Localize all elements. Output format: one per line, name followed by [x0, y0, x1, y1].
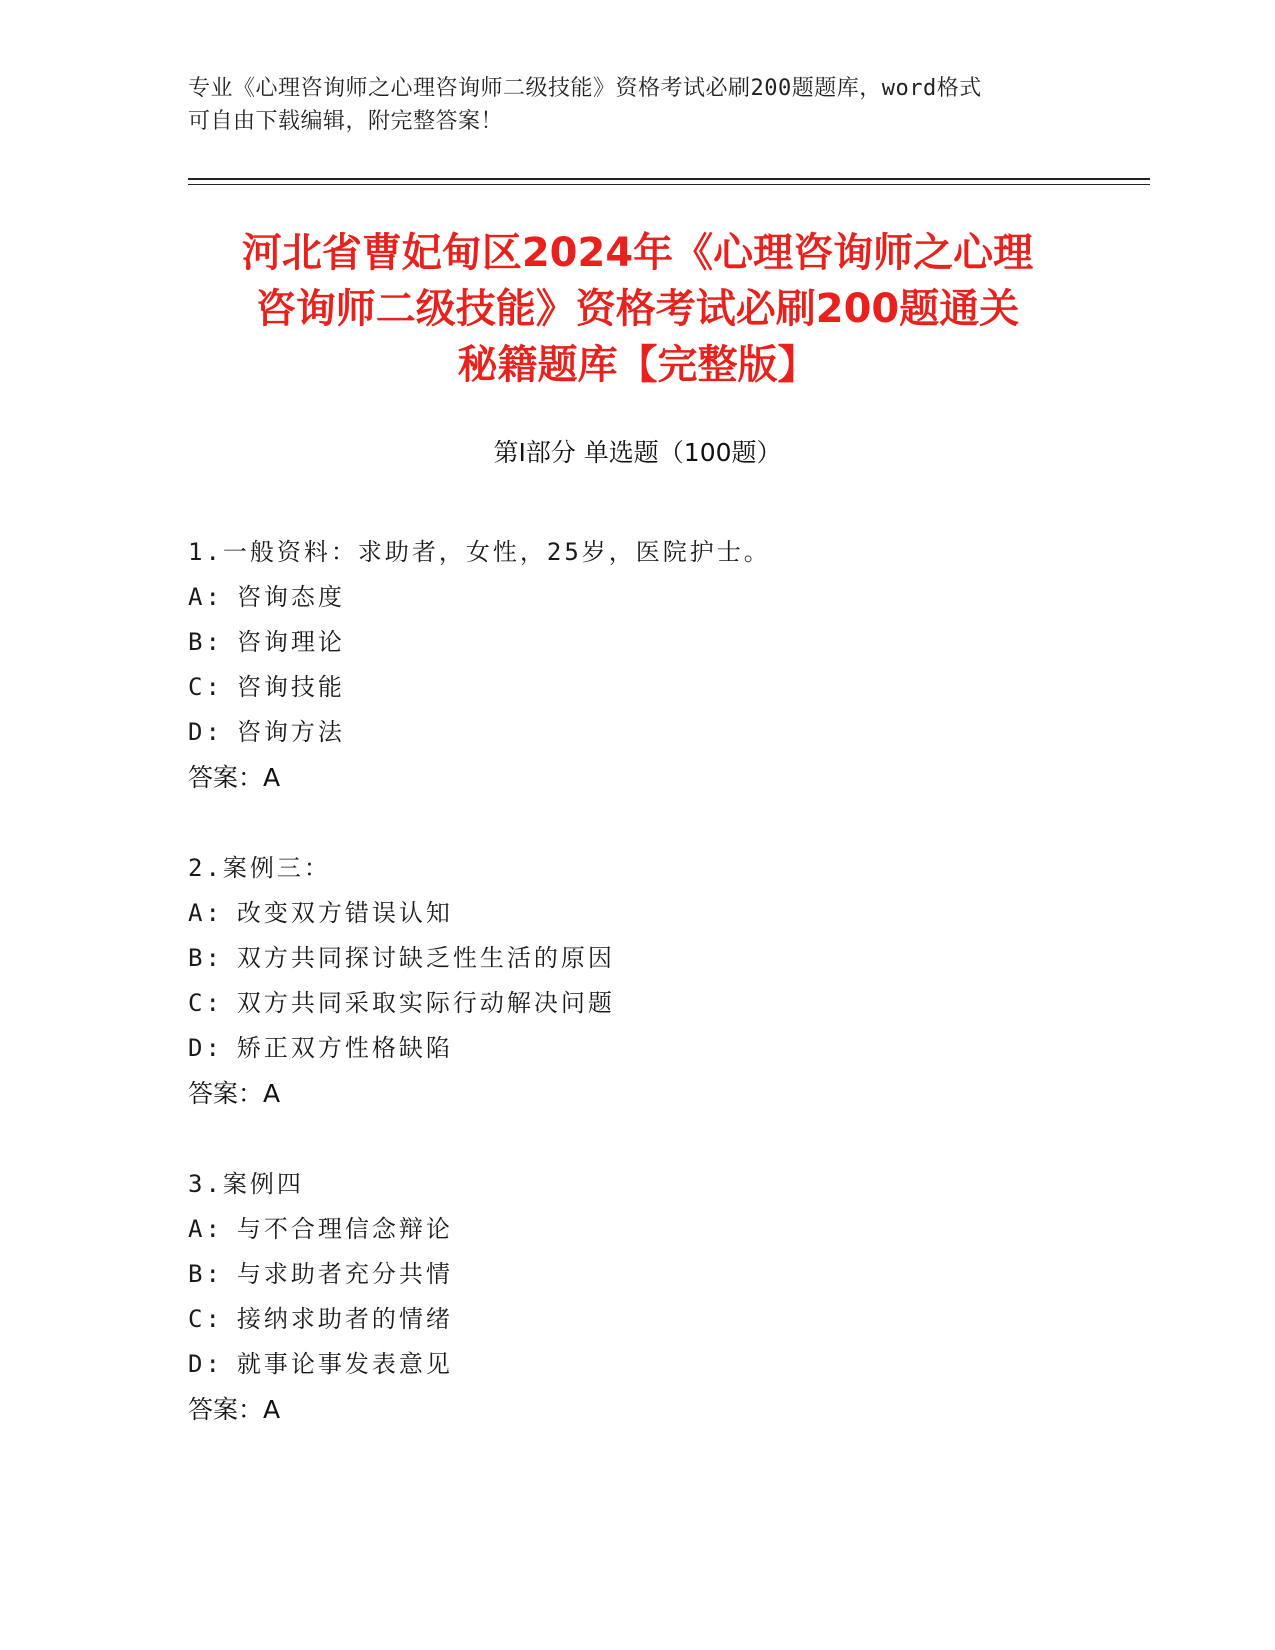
- answer-value: A: [263, 1395, 281, 1424]
- question-list: [188, 530, 1148, 1478]
- answer-value: A: [263, 763, 281, 792]
- option-text: 咨询方法: [236, 718, 345, 746]
- title-line-2: 咨询师二级技能》资格考试必刷200题通关: [255, 286, 1020, 332]
- header-rule-thick: [188, 178, 1150, 180]
- document-title: [150, 225, 1125, 393]
- option-c: [188, 665, 1148, 710]
- answer-label: 答案：: [188, 763, 264, 792]
- title-line-3: 秘籍题库【完整版】: [457, 342, 818, 388]
- answer-label: 答案：: [188, 1395, 264, 1424]
- option-text: 双方共同探讨缺乏性生活的原因: [236, 944, 615, 972]
- option-d: [188, 710, 1148, 755]
- answer-value: A: [263, 1079, 281, 1108]
- header-note: [188, 72, 1088, 138]
- header-note-line-2: 可自由下载编辑，附完整答案！: [188, 109, 504, 134]
- option-text: 矫正双方性格缺陷: [236, 1034, 453, 1062]
- option-key: A:: [188, 1215, 223, 1243]
- option-c: [188, 1297, 1148, 1342]
- option-key: D:: [188, 718, 223, 746]
- question-stem: 3.案例四: [188, 1170, 304, 1198]
- option-key: B:: [188, 1260, 223, 1288]
- option-b: [188, 936, 1148, 981]
- option-text: 接纳求助者的情绪: [236, 1305, 453, 1333]
- answer-line: [188, 1387, 1148, 1432]
- option-text: 双方共同采取实际行动解决问题: [236, 989, 615, 1017]
- option-c: [188, 981, 1148, 1026]
- option-a: [188, 891, 1148, 936]
- option-key: D:: [188, 1034, 223, 1062]
- header-rule-thin: [188, 184, 1150, 185]
- question-stem: 2.案例三：: [188, 854, 331, 882]
- section-heading: 第Ⅰ部分 单选题（100题）: [493, 438, 782, 467]
- option-b: [188, 620, 1148, 665]
- answer-line: [188, 1071, 1148, 1116]
- option-d: [188, 1026, 1148, 1071]
- title-line-1: 河北省曹妃甸区2024年《心理咨询师之心理: [241, 230, 1034, 276]
- option-key: C:: [188, 673, 223, 701]
- option-text: 与求助者充分共情: [236, 1260, 453, 1288]
- option-text: 咨询态度: [236, 583, 345, 611]
- answer-label: 答案：: [188, 1079, 264, 1108]
- option-key: C:: [188, 1305, 223, 1333]
- option-d: [188, 1342, 1148, 1387]
- option-text: 咨询理论: [236, 628, 345, 656]
- option-text: 就事论事发表意见: [236, 1350, 453, 1378]
- option-key: B:: [188, 944, 223, 972]
- header-note-line-1: 专业《心理咨询师之心理咨询师二级技能》资格考试必刷200题题库，word格式: [188, 76, 982, 101]
- option-key: A:: [188, 899, 223, 927]
- option-key: D:: [188, 1350, 223, 1378]
- option-b: [188, 1252, 1148, 1297]
- option-text: 改变双方错误认知: [236, 899, 453, 927]
- question-stem: 1.一般资料：求助者，女性，25岁，医院护士。: [188, 538, 771, 566]
- question-item: [188, 1162, 1148, 1432]
- option-a: [188, 1207, 1148, 1252]
- option-key: B:: [188, 628, 223, 656]
- answer-line: [188, 755, 1148, 800]
- option-a: [188, 575, 1148, 620]
- question-item: [188, 846, 1148, 1116]
- question-item: [188, 530, 1148, 800]
- option-text: 与不合理信念辩论: [236, 1215, 453, 1243]
- option-key: A:: [188, 583, 223, 611]
- option-text: 咨询技能: [236, 673, 345, 701]
- option-key: C:: [188, 989, 223, 1017]
